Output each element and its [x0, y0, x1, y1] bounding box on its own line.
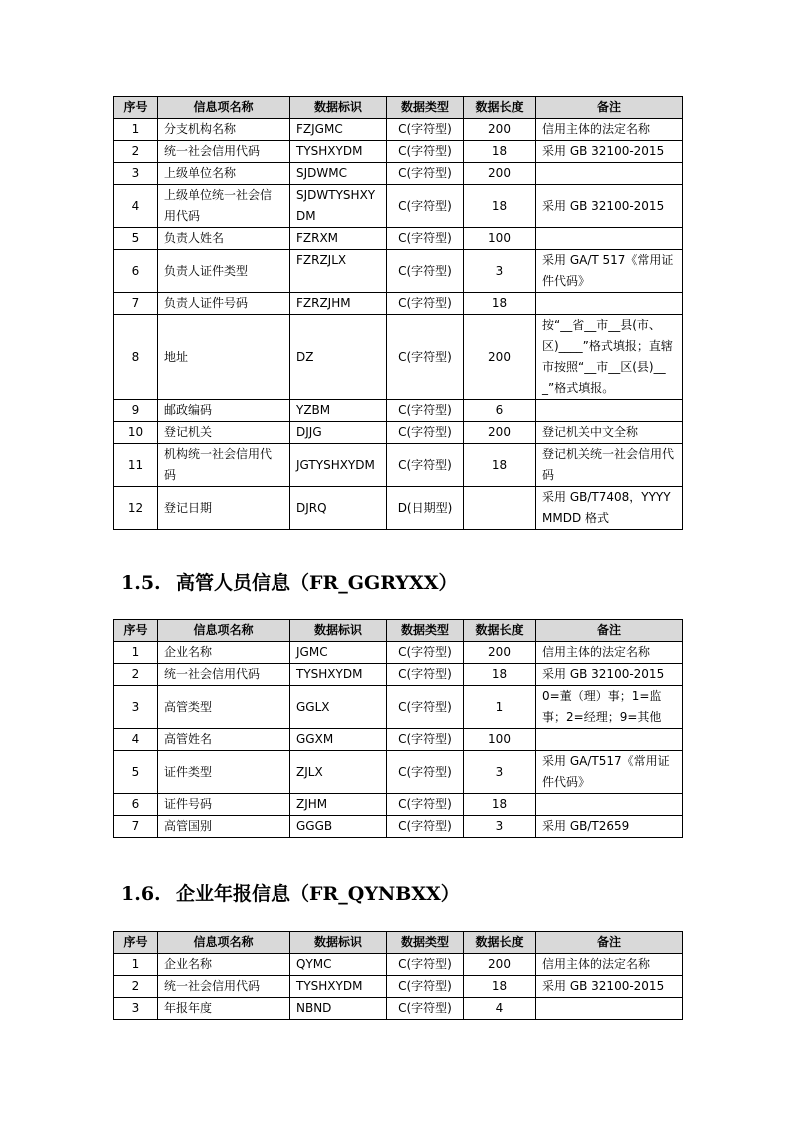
cell-id: FZJGMC	[290, 119, 387, 141]
cell-type: C(字符型)	[387, 141, 464, 163]
cell-no: 3	[114, 163, 158, 185]
cell-no: 1	[114, 119, 158, 141]
section-1-5-heading	[121, 568, 457, 595]
cell-type: C(字符型)	[387, 228, 464, 250]
cell-name: 统一社会信用代码	[158, 976, 290, 998]
cell-name: 高管国别	[158, 816, 290, 838]
cell-no: 10	[114, 422, 158, 444]
cell-name: 登记日期	[158, 487, 290, 530]
cell-name: 地址	[158, 315, 290, 400]
cell-id: JGTYSHXYDM	[290, 444, 387, 487]
cell-name: 负责人证件号码	[158, 293, 290, 315]
cell-no: 5	[114, 751, 158, 794]
cell-id: NBND	[290, 998, 387, 1020]
cell-note: 信用主体的法定名称	[536, 642, 683, 664]
table-row	[114, 976, 683, 998]
cell-id: FZRZJLX	[290, 250, 387, 293]
cell-len: 18	[464, 444, 536, 487]
cell-note: 按“__省__市__县(市、区)____”格式填报；直辖市按照“__市__区(县)___”格式填报。	[536, 315, 683, 400]
cell-type: C(字符型)	[387, 422, 464, 444]
cell-name: 企业名称	[158, 954, 290, 976]
cell-name: 负责人姓名	[158, 228, 290, 250]
cell-no: 2	[114, 141, 158, 163]
cell-len: 100	[464, 729, 536, 751]
column-header: 数据类型	[387, 97, 464, 119]
table-header-row	[114, 620, 683, 642]
table-row	[114, 228, 683, 250]
cell-no: 2	[114, 976, 158, 998]
cell-no: 2	[114, 664, 158, 686]
cell-no: 1	[114, 642, 158, 664]
cell-len: 200	[464, 315, 536, 400]
cell-note: 采用 GB 32100-2015	[536, 664, 683, 686]
cell-no: 4	[114, 185, 158, 228]
table-row	[114, 163, 683, 185]
cell-len: 18	[464, 185, 536, 228]
cell-note	[536, 998, 683, 1020]
column-header: 数据标识	[290, 620, 387, 642]
table-row	[114, 794, 683, 816]
cell-len: 200	[464, 119, 536, 141]
column-header: 备注	[536, 932, 683, 954]
table-header-row	[114, 97, 683, 119]
cell-id: TYSHXYDM	[290, 976, 387, 998]
column-header: 数据长度	[464, 932, 536, 954]
cell-no: 1	[114, 954, 158, 976]
column-header: 序号	[114, 97, 158, 119]
cell-note: 采用 GA/T517《常用证件代码》	[536, 751, 683, 794]
cell-len: 18	[464, 664, 536, 686]
cell-no: 12	[114, 487, 158, 530]
cell-id: FZRZJHM	[290, 293, 387, 315]
column-header: 数据长度	[464, 620, 536, 642]
cell-len	[464, 487, 536, 530]
cell-len: 6	[464, 400, 536, 422]
column-header: 备注	[536, 620, 683, 642]
cell-note: 采用 GB/T7408，YYYYMMDD 格式	[536, 487, 683, 530]
table-row	[114, 444, 683, 487]
cell-name: 负责人证件类型	[158, 250, 290, 293]
cell-no: 11	[114, 444, 158, 487]
cell-type: C(字符型)	[387, 664, 464, 686]
column-header: 信息项名称	[158, 97, 290, 119]
cell-no: 7	[114, 816, 158, 838]
cell-type: C(字符型)	[387, 998, 464, 1020]
table-row	[114, 250, 683, 293]
cell-name: 上级单位名称	[158, 163, 290, 185]
executive-info-table	[113, 619, 683, 838]
cell-name: 企业名称	[158, 642, 290, 664]
section-title: 高管人员信息（FR_GGRYXX）	[176, 572, 458, 594]
cell-name: 证件类型	[158, 751, 290, 794]
cell-type: C(字符型)	[387, 794, 464, 816]
table-row	[114, 998, 683, 1020]
cell-id: GGXM	[290, 729, 387, 751]
section-1-6-heading	[121, 879, 460, 906]
cell-len: 18	[464, 976, 536, 998]
cell-name: 证件号码	[158, 794, 290, 816]
table-row	[114, 487, 683, 530]
cell-id: FZRXM	[290, 228, 387, 250]
table-row	[114, 954, 683, 976]
cell-name: 邮政编码	[158, 400, 290, 422]
section-title: 企业年报信息（FR_QYNBXX）	[176, 883, 460, 905]
cell-note: 采用 GB 32100-2015	[536, 976, 683, 998]
cell-len: 18	[464, 794, 536, 816]
cell-name: 登记机关	[158, 422, 290, 444]
cell-note: 信用主体的法定名称	[536, 954, 683, 976]
table-row	[114, 422, 683, 444]
cell-name: 分支机构名称	[158, 119, 290, 141]
cell-id: JGMC	[290, 642, 387, 664]
cell-id: DJJG	[290, 422, 387, 444]
cell-id: ZJLX	[290, 751, 387, 794]
section-number: 1.6.	[121, 883, 161, 905]
cell-no: 3	[114, 686, 158, 729]
cell-len: 3	[464, 250, 536, 293]
cell-len: 18	[464, 141, 536, 163]
cell-note: 登记机关中文全称	[536, 422, 683, 444]
table-row	[114, 141, 683, 163]
cell-note: 采用 GB/T2659	[536, 816, 683, 838]
cell-len: 200	[464, 954, 536, 976]
cell-note	[536, 293, 683, 315]
cell-type: C(字符型)	[387, 751, 464, 794]
table-row	[114, 751, 683, 794]
cell-type: C(字符型)	[387, 976, 464, 998]
cell-len: 200	[464, 642, 536, 664]
cell-name: 高管类型	[158, 686, 290, 729]
cell-no: 8	[114, 315, 158, 400]
cell-id: TYSHXYDM	[290, 664, 387, 686]
column-header: 序号	[114, 620, 158, 642]
column-header: 信息项名称	[158, 932, 290, 954]
cell-type: C(字符型)	[387, 163, 464, 185]
cell-len: 200	[464, 163, 536, 185]
table-row	[114, 185, 683, 228]
cell-len: 3	[464, 816, 536, 838]
cell-id: DZ	[290, 315, 387, 400]
cell-len: 200	[464, 422, 536, 444]
cell-note	[536, 729, 683, 751]
table-row	[114, 293, 683, 315]
cell-id: DJRQ	[290, 487, 387, 530]
column-header: 数据标识	[290, 97, 387, 119]
cell-id: QYMC	[290, 954, 387, 976]
column-header: 序号	[114, 932, 158, 954]
cell-id: GGLX	[290, 686, 387, 729]
cell-no: 5	[114, 228, 158, 250]
table-row	[114, 686, 683, 729]
section-number: 1.5.	[121, 572, 161, 594]
cell-no: 7	[114, 293, 158, 315]
cell-len: 1	[464, 686, 536, 729]
cell-no: 6	[114, 250, 158, 293]
column-header: 数据类型	[387, 932, 464, 954]
table-row	[114, 642, 683, 664]
column-header: 数据类型	[387, 620, 464, 642]
cell-type: C(字符型)	[387, 315, 464, 400]
cell-note	[536, 400, 683, 422]
cell-type: C(字符型)	[387, 119, 464, 141]
table-row	[114, 315, 683, 400]
cell-no: 6	[114, 794, 158, 816]
cell-id: TYSHXYDM	[290, 141, 387, 163]
cell-len: 3	[464, 751, 536, 794]
cell-id: GGGB	[290, 816, 387, 838]
cell-type: C(字符型)	[387, 250, 464, 293]
table-row	[114, 816, 683, 838]
cell-note	[536, 163, 683, 185]
cell-type: C(字符型)	[387, 185, 464, 228]
cell-no: 9	[114, 400, 158, 422]
cell-id: ZJHM	[290, 794, 387, 816]
cell-id: SJDWTYSHXYDM	[290, 185, 387, 228]
table-row	[114, 119, 683, 141]
cell-name: 机构统一社会信用代码	[158, 444, 290, 487]
cell-name: 统一社会信用代码	[158, 664, 290, 686]
cell-type: C(字符型)	[387, 642, 464, 664]
annual-report-table	[113, 931, 683, 1020]
table-row	[114, 729, 683, 751]
cell-note: 采用 GA/T 517《常用证件代码》	[536, 250, 683, 293]
cell-note: 登记机关统一社会信用代码	[536, 444, 683, 487]
cell-id: SJDWMC	[290, 163, 387, 185]
cell-no: 3	[114, 998, 158, 1020]
cell-type: C(字符型)	[387, 400, 464, 422]
cell-note: 采用 GB 32100-2015	[536, 185, 683, 228]
table-row	[114, 400, 683, 422]
cell-type: D(日期型)	[387, 487, 464, 530]
cell-name: 上级单位统一社会信用代码	[158, 185, 290, 228]
cell-name: 高管姓名	[158, 729, 290, 751]
cell-name: 年报年度	[158, 998, 290, 1020]
column-header: 备注	[536, 97, 683, 119]
cell-type: C(字符型)	[387, 954, 464, 976]
branch-info-table	[113, 96, 683, 530]
cell-no: 4	[114, 729, 158, 751]
cell-type: C(字符型)	[387, 444, 464, 487]
column-header: 数据长度	[464, 97, 536, 119]
cell-id: YZBM	[290, 400, 387, 422]
cell-type: C(字符型)	[387, 293, 464, 315]
cell-type: C(字符型)	[387, 816, 464, 838]
column-header: 数据标识	[290, 932, 387, 954]
table-header-row	[114, 932, 683, 954]
table-row	[114, 664, 683, 686]
cell-len: 18	[464, 293, 536, 315]
cell-note	[536, 794, 683, 816]
cell-note: 0=董（理）事；1=监事；2=经理；9=其他	[536, 686, 683, 729]
cell-note: 采用 GB 32100-2015	[536, 141, 683, 163]
cell-len: 100	[464, 228, 536, 250]
cell-note	[536, 228, 683, 250]
cell-type: C(字符型)	[387, 686, 464, 729]
cell-type: C(字符型)	[387, 729, 464, 751]
cell-len: 4	[464, 998, 536, 1020]
column-header: 信息项名称	[158, 620, 290, 642]
cell-name: 统一社会信用代码	[158, 141, 290, 163]
cell-note: 信用主体的法定名称	[536, 119, 683, 141]
